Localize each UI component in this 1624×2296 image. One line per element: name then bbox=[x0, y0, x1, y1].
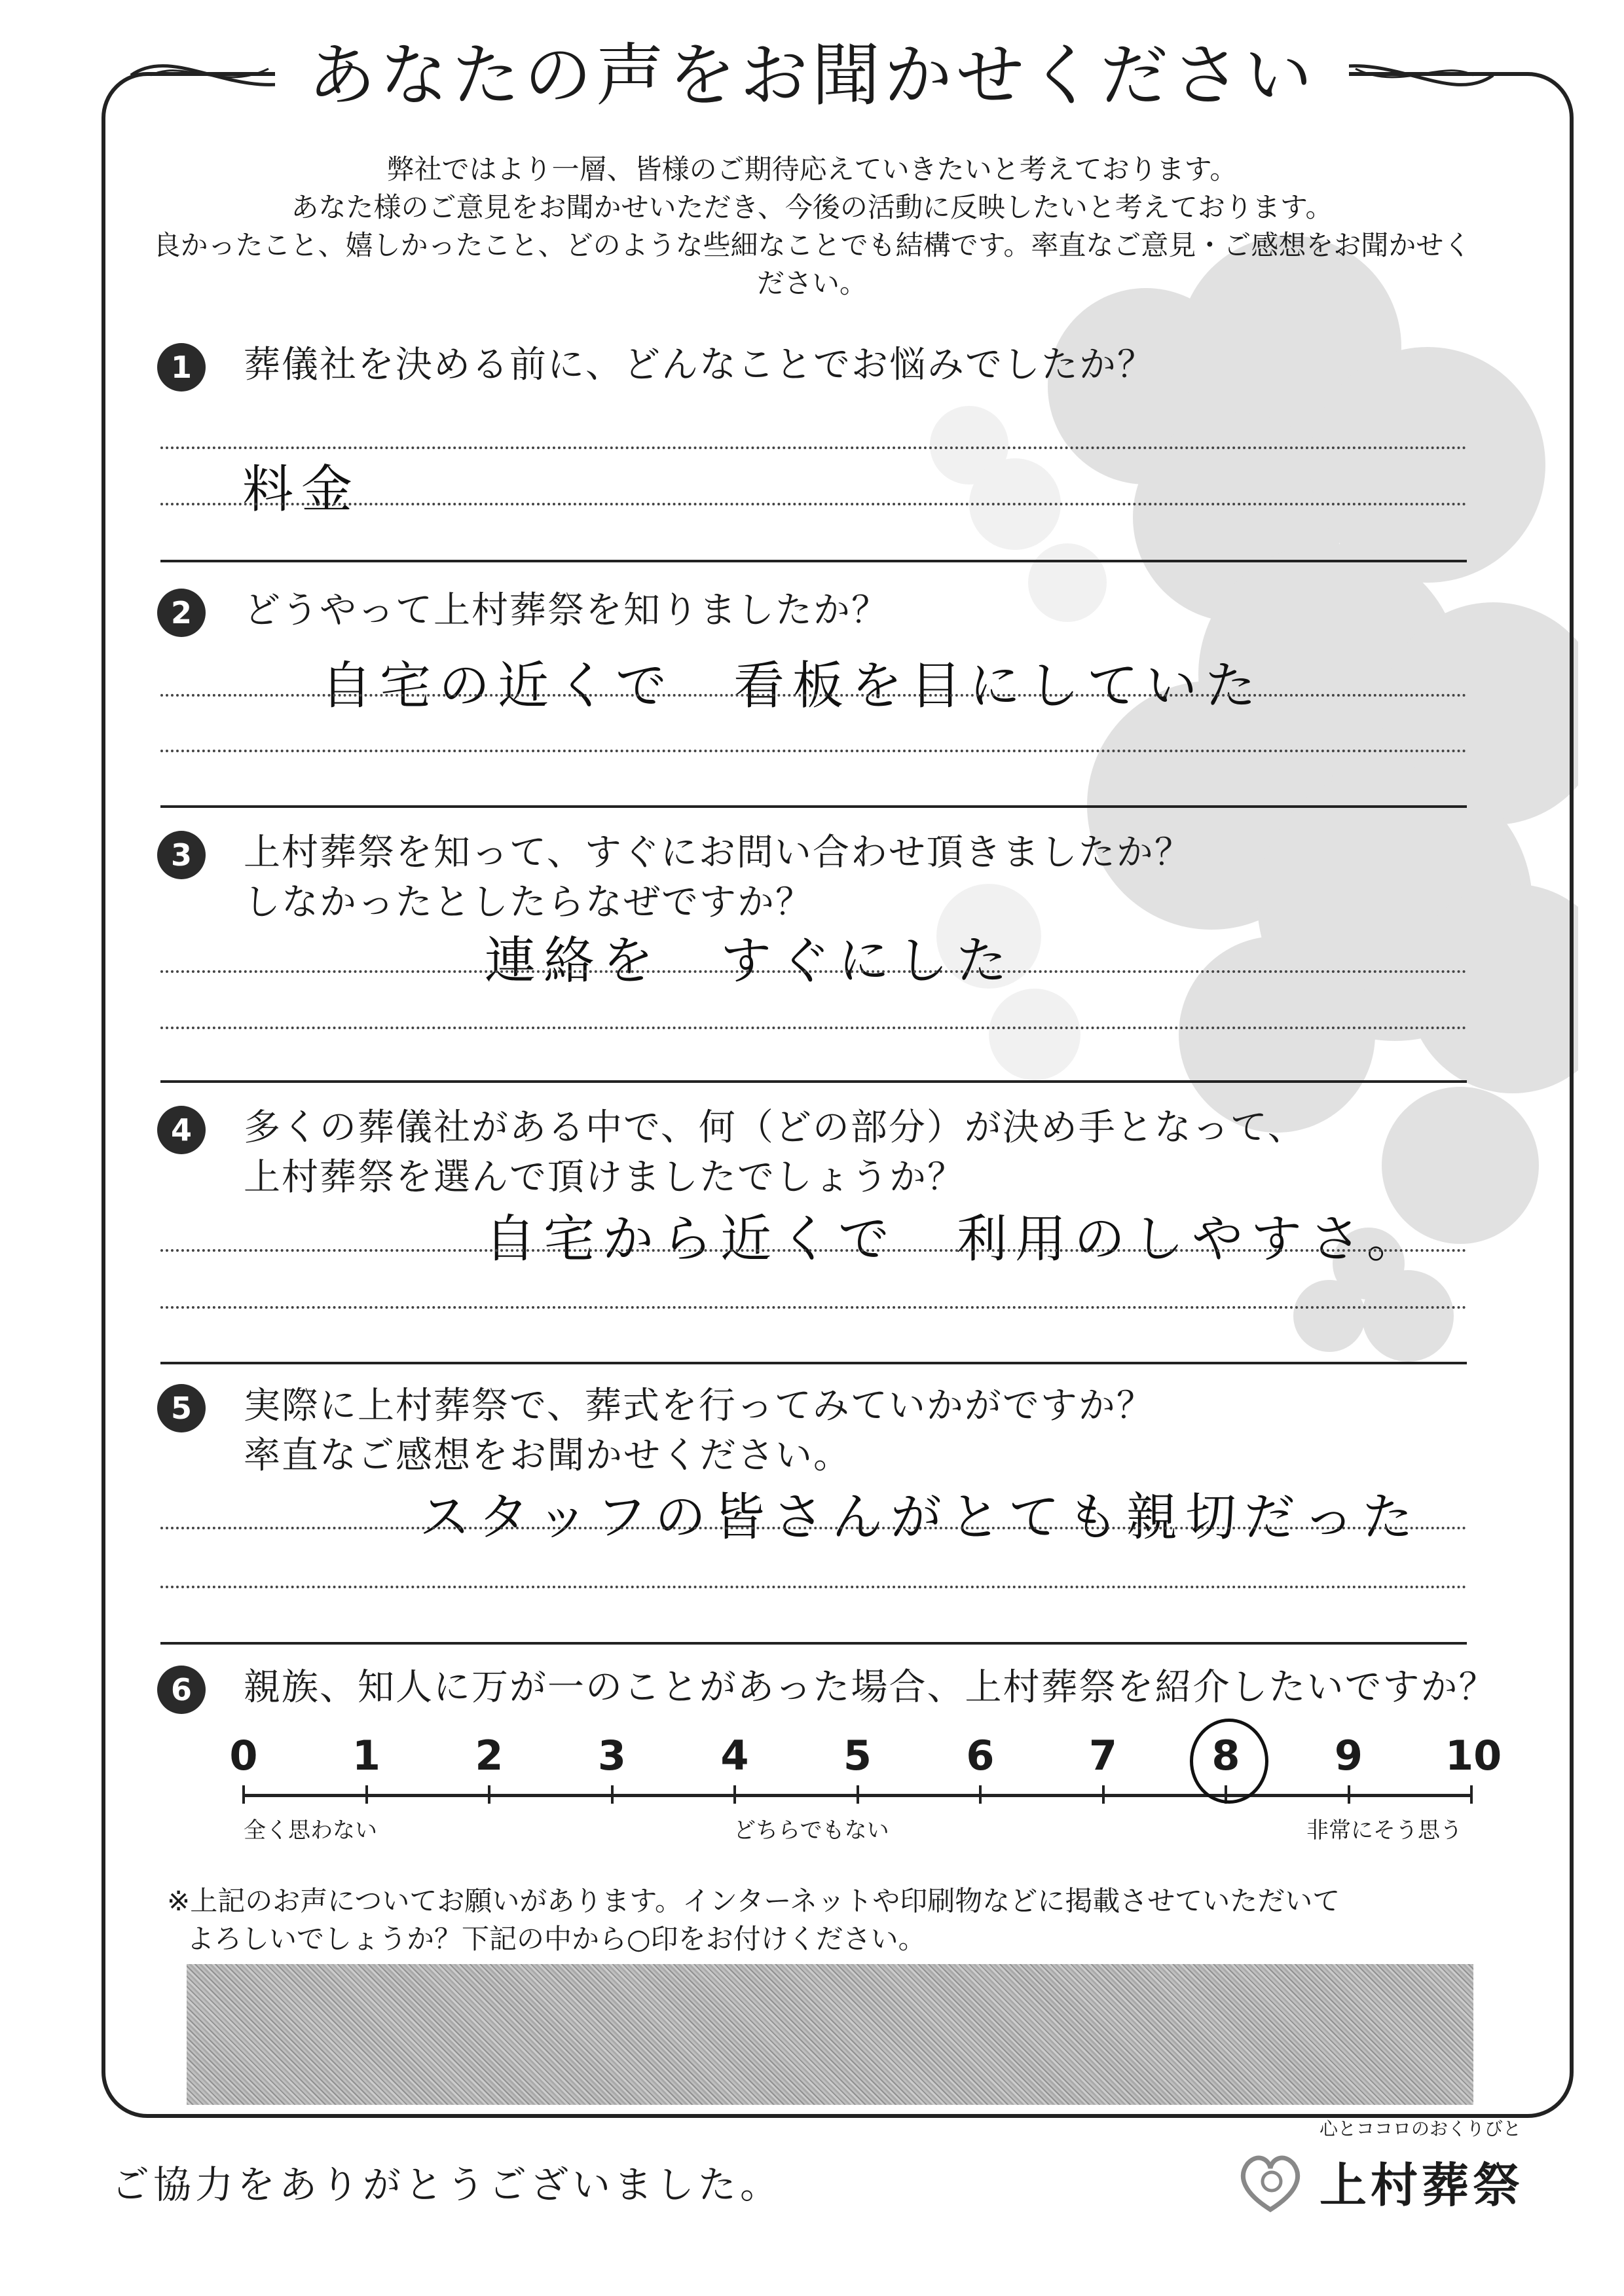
answer-line bbox=[160, 1027, 1467, 1029]
answer-5[interactable]: スタッフの皆さんがとても親切だった bbox=[419, 1488, 1422, 1547]
scale-high-caption: 非常にそう思う bbox=[1306, 1817, 1462, 1844]
page-title: あなたの声をお聞かせください bbox=[275, 36, 1349, 115]
answer-4[interactable]: 自宅から近くで 利用のしやすさ。 bbox=[485, 1210, 1426, 1269]
section-divider bbox=[160, 1362, 1467, 1364]
logo-tagline: 心とココロのおくりびと bbox=[1320, 2118, 1522, 2140]
intro-line-3: 良かったこと、嬉しかったこと、どのような些細なことでも結構です。率直なご意見・ご感想をお聞かせください。 bbox=[153, 229, 1471, 299]
answer-line bbox=[160, 694, 1467, 697]
answer-1[interactable]: 料金 bbox=[242, 460, 361, 519]
logo-name: 上村葬祭 bbox=[1320, 2158, 1524, 2213]
scale-number-9[interactable]: 9 bbox=[1334, 1732, 1363, 1779]
scale-number-0[interactable]: 0 bbox=[229, 1732, 258, 1779]
question-text: 親族、知人に万が一のことがあった場合、上村葬祭を紹介したいですか？ bbox=[244, 1666, 1497, 1709]
scale-tick bbox=[242, 1785, 245, 1804]
answer-3[interactable]: 連絡を すぐにした bbox=[485, 932, 1016, 991]
section-divider bbox=[160, 805, 1467, 808]
thank-you-text: ご協力をありがとうございました。 bbox=[111, 2162, 783, 2207]
scale-mid-caption: どちらでもない bbox=[733, 1817, 889, 1844]
answer-line bbox=[160, 970, 1467, 973]
scale-number-8[interactable]: 8 bbox=[1211, 1732, 1240, 1779]
section-divider bbox=[160, 1642, 1467, 1645]
scale-tick bbox=[733, 1785, 736, 1804]
intro-line-1: 弊社ではより一層、皆様のご期待応えていきたいと考えております。 bbox=[386, 153, 1238, 185]
answer-line bbox=[160, 1586, 1467, 1588]
question-text: 実際に上村葬祭で、葬式を行ってみていかがですか？ 率直なご感想をお聞かせください。 bbox=[244, 1385, 1154, 1477]
scale-tick bbox=[488, 1785, 490, 1804]
scale-number-2[interactable]: 2 bbox=[475, 1732, 504, 1779]
question-text: 上村葬祭を知って、すぐにお問い合わせ頂きましたか？ しなかったとしたらなぜですか？ bbox=[244, 831, 1192, 924]
question-text: 多くの葬儀社がある中で、何（どの部分）が決め手となって、 上村葬祭を選んで頂けましたでしょうか？ bbox=[244, 1106, 1306, 1199]
question-text: どうやって上村葬祭を知りましたか？ bbox=[244, 589, 889, 632]
permission-note-line-2: よろしいでしょうか？下記の中から○印をお付けください。 bbox=[187, 1923, 926, 1955]
scale-low-caption: 全く思わない bbox=[244, 1817, 377, 1844]
answer-line bbox=[160, 1249, 1467, 1252]
scale-tick bbox=[1102, 1785, 1105, 1804]
permission-note-line-1: ※上記のお声についてお願いがあります。インターネットや印刷物などに掲載させていただいて bbox=[167, 1885, 1340, 1917]
scale-tick bbox=[979, 1785, 982, 1804]
scale-number-4[interactable]: 4 bbox=[720, 1732, 749, 1779]
answer-line bbox=[160, 1306, 1467, 1309]
section-divider bbox=[160, 560, 1467, 562]
heart-logo-icon bbox=[1231, 2141, 1310, 2219]
scale-tick bbox=[1348, 1785, 1350, 1804]
scale-number-3[interactable]: 3 bbox=[597, 1732, 627, 1779]
question-number: 1 bbox=[157, 343, 206, 392]
scale-tick bbox=[365, 1785, 368, 1804]
answer-line bbox=[160, 750, 1467, 752]
answer-line bbox=[160, 503, 1467, 505]
scale-number-6[interactable]: 6 bbox=[966, 1732, 995, 1779]
question-number: 2 bbox=[157, 589, 206, 637]
intro-line-2: あなた様のご意見をお聞かせいただき、今後の活動に反映したいと考えております。 bbox=[291, 191, 1333, 223]
scale-tick bbox=[1470, 1785, 1473, 1804]
question-number: 4 bbox=[157, 1106, 206, 1154]
answer-2[interactable]: 自宅の近くで 看板を目にしていた bbox=[321, 657, 1264, 716]
answer-line bbox=[160, 446, 1467, 449]
question-number: 5 bbox=[157, 1384, 206, 1432]
company-logo bbox=[1231, 2115, 1539, 2232]
question-number: 6 bbox=[157, 1666, 206, 1714]
scale-tick bbox=[611, 1785, 614, 1804]
scale-number-10[interactable]: 10 bbox=[1445, 1732, 1502, 1779]
redacted-area bbox=[187, 1964, 1473, 2105]
scale-tick bbox=[857, 1785, 859, 1804]
section-divider bbox=[160, 1080, 1467, 1083]
question-text: 葬儀社を決める前に、どんなことでお悩みでしたか？ bbox=[244, 344, 1155, 386]
scale-number-7[interactable]: 7 bbox=[1088, 1732, 1118, 1779]
question-number: 3 bbox=[157, 831, 206, 879]
selected-rating-circle bbox=[1190, 1719, 1268, 1804]
scale-number-5[interactable]: 5 bbox=[843, 1732, 872, 1779]
scale-number-1[interactable]: 1 bbox=[352, 1732, 381, 1779]
answer-line bbox=[160, 1527, 1467, 1529]
